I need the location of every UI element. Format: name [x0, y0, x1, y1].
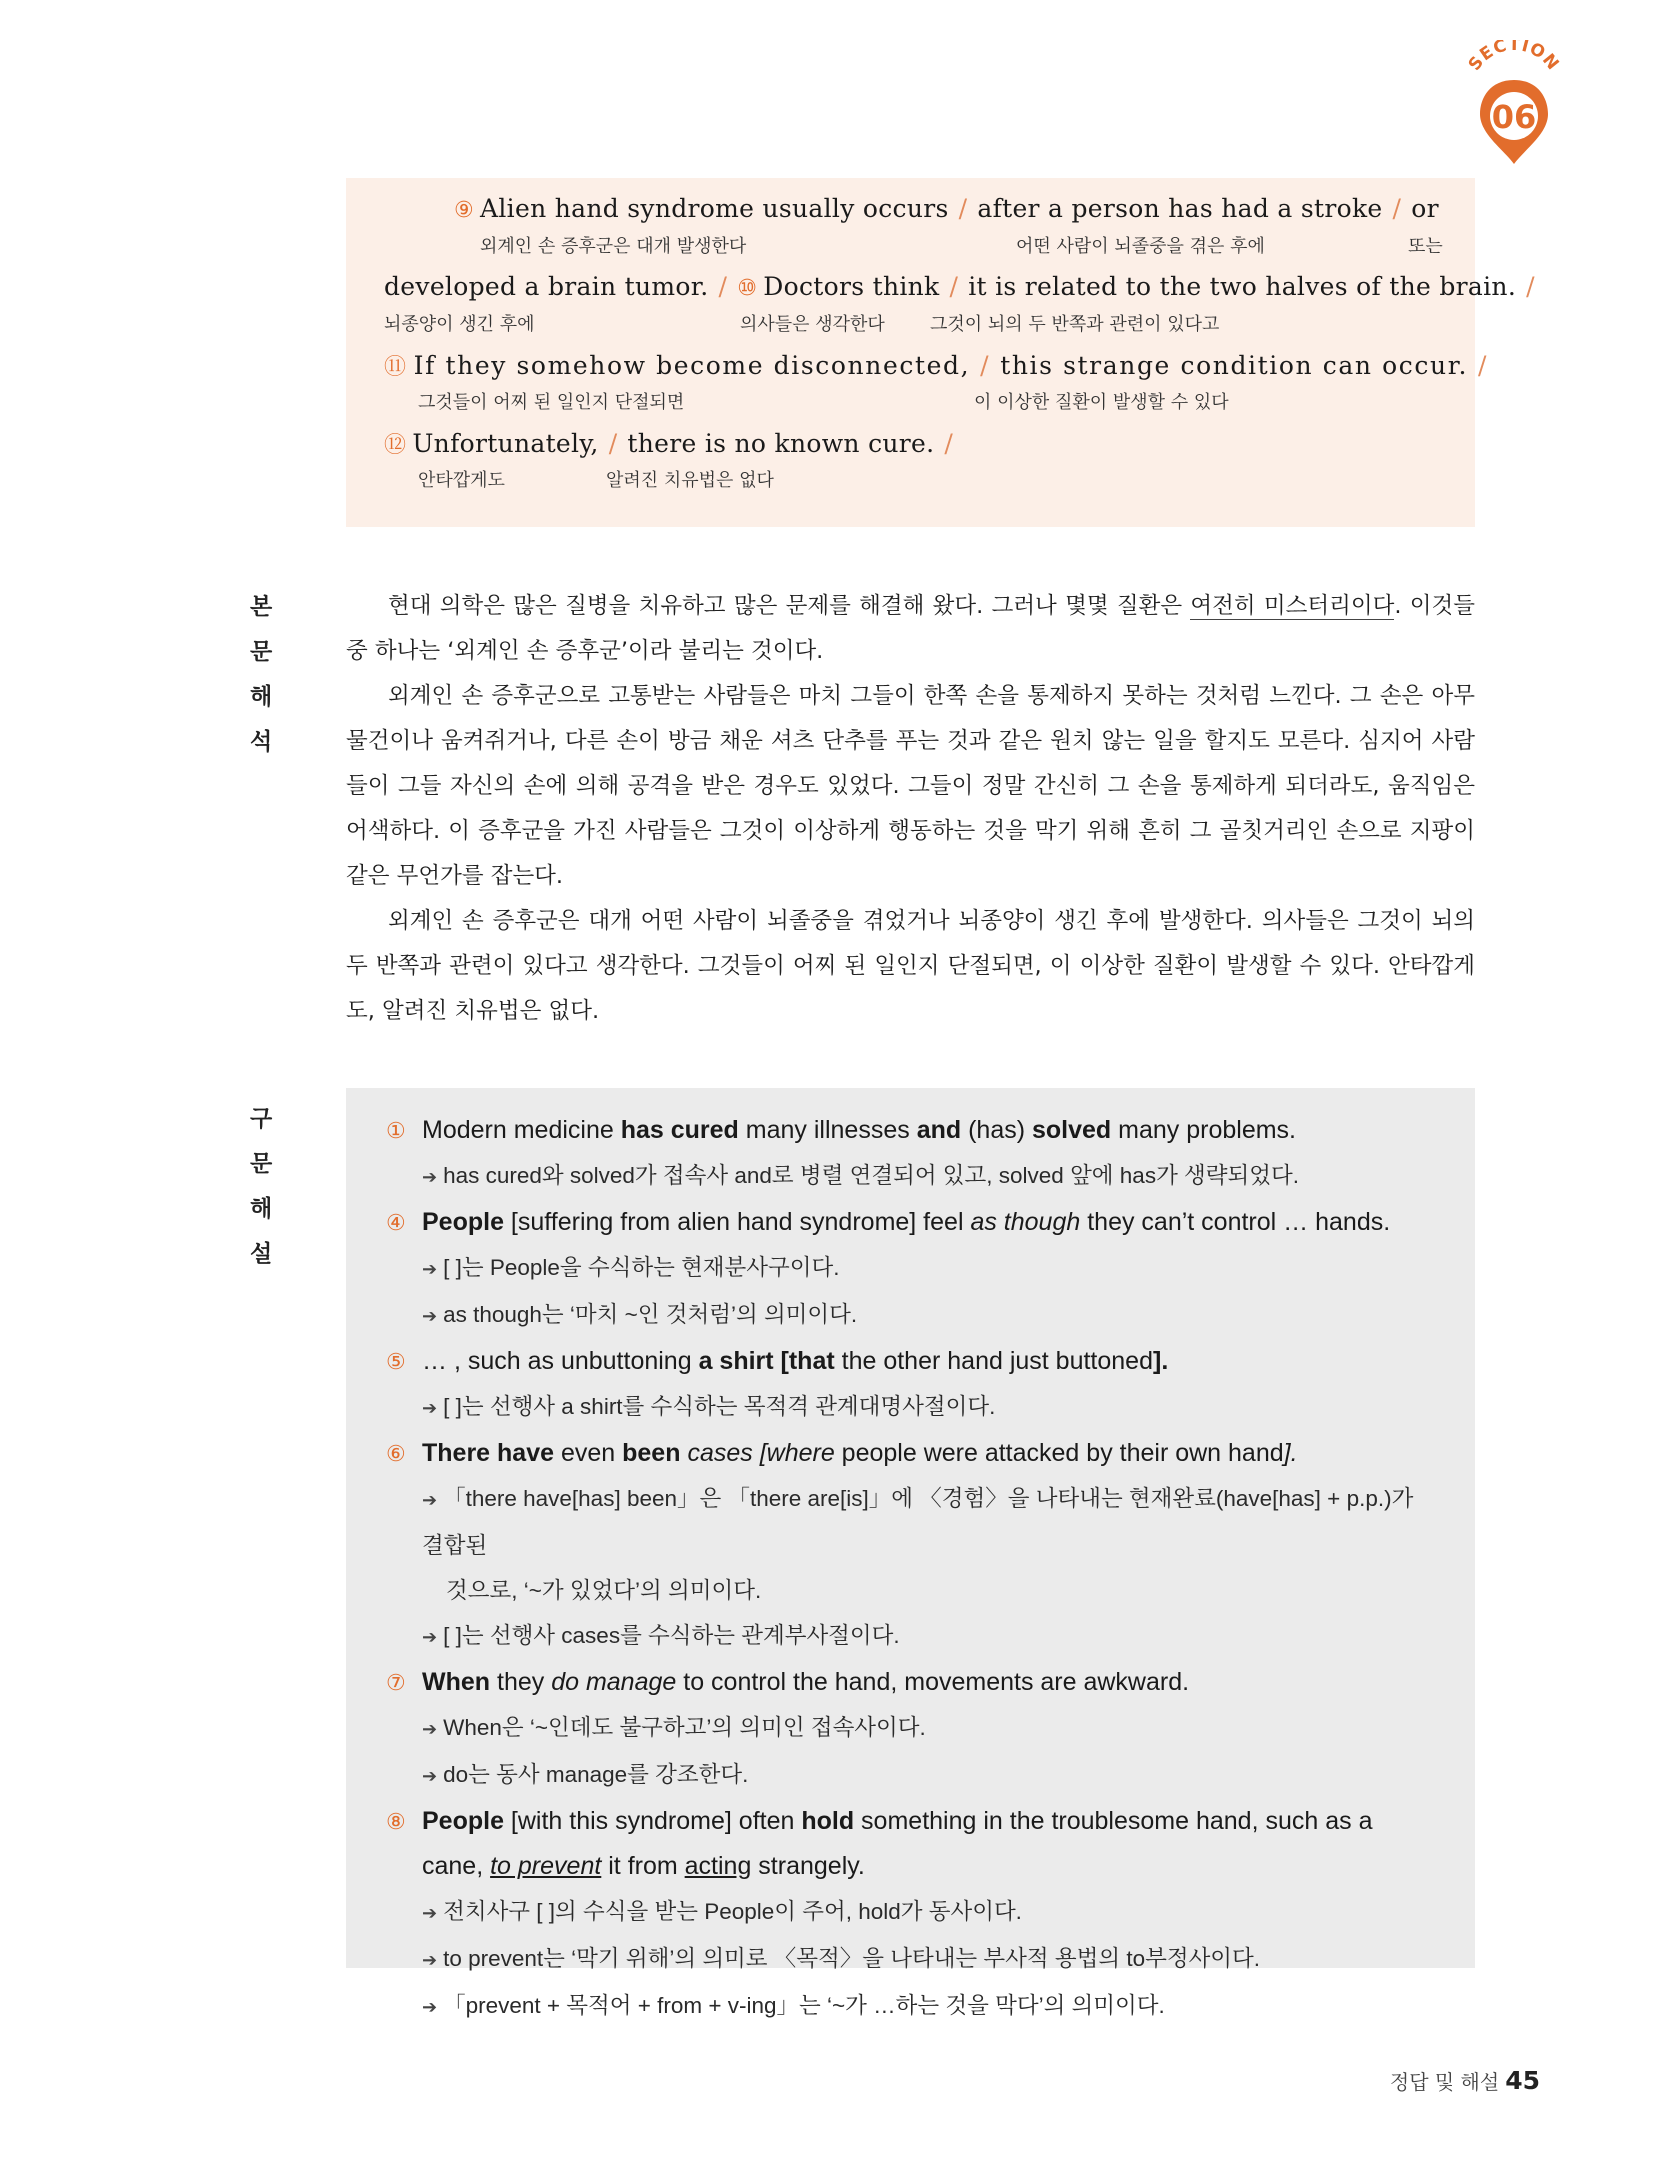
chunk-text: or	[1411, 194, 1439, 223]
page-number: 45	[1505, 2066, 1540, 2095]
note-text: 「there have[has] been」은 「there are[is]」에 〈경험〉을 나타내는 현재완료(have[has] + p.p.)가 결합된	[422, 1486, 1414, 1558]
chunk-text: Doctors think	[763, 272, 940, 301]
translation-label	[250, 585, 322, 765]
text-run: People	[422, 1807, 504, 1835]
chunk-text: there is no known cure.	[627, 429, 935, 458]
page-footer	[1390, 2066, 1540, 2095]
arrow-icon: ➔	[422, 1259, 438, 1279]
chunk-text: after a person has had a stroke	[977, 194, 1383, 223]
arrow-icon: ➔	[422, 1903, 438, 1923]
text-run: cases [where	[687, 1439, 835, 1467]
note-text: [ ]는 People을 수식하는 현재분사구이다.	[443, 1255, 840, 1280]
chunk-line-11: ⑪ If they somehow become disconnected, / this strange condition can occur. / 그것들이 어찌 된 일인지 단절되면 이 이상한 질환이 발생할 수 있다	[384, 351, 1489, 413]
sentence-number: ⑧	[386, 1809, 406, 1834]
translation-paragraph	[346, 584, 1475, 674]
arrow-icon: ➔	[422, 1167, 438, 1187]
chunk-reading-box	[346, 178, 1535, 527]
text-run: There have	[422, 1439, 555, 1467]
text-run: has cured	[620, 1116, 739, 1144]
arrow-icon: ➔	[422, 1719, 438, 1739]
note-text: to prevent는 ‘막기 위해’의 의미로 〈목적〉을 나타내는 부사적 용법의 to부정사이다.	[443, 1946, 1261, 1971]
grammar-note	[386, 1752, 1437, 1799]
grammar-note	[386, 1613, 1437, 1660]
chunk-text: Unfortunately,	[412, 429, 599, 458]
note-text: do는 동사 manage를 강조한다.	[443, 1762, 749, 1787]
grammar-item-8-cont	[386, 1844, 1437, 1889]
label-line: 구 문	[250, 1106, 297, 1177]
arrow-icon: ➔	[422, 1627, 438, 1647]
chunk-translation: 외계인 손 증후군은 대개 발생한다	[480, 236, 747, 257]
translation-paragraph: 외계인 손 증후군으로 고통받는 사람들은 마치 그들이 한쪽 손을 통제하지 못하는 것처럼 느낀다. 그 손은 아무 물건이나 움켜쥐거나, 다른 손이 방금 채운 셔츠 단추를 푸는 것과 같은 원치 않는 일을 할지도 모른다. 심지어 사람들이 그들 자신의 손에 의해 공격을 받은 경우도 있었다. 그들이 정말 간신히 그 손을 통제하게 되더라도, 움직임은 어색하다. 이 증후군을 가진 사람들은 그것이 이상하게 행동하는 것을 막기 위해 흔히 그 골칫거리인 손으로 지팡이 같은 무언가를 잡는다.	[346, 683, 1475, 889]
note-text: 「prevent + 목적어 + from + v-ing」는 ‘~가 …하는 것을 막다’의 의미이다.	[443, 1993, 1165, 2018]
text-run: 현대 의학은 많은 질병을 치유하고 많은 문제를 해결해 왔다. 그러나 몇몇 질환은	[388, 593, 1191, 619]
text-run: something in the troublesome hand, such as a	[854, 1807, 1373, 1835]
grammar-note	[386, 1889, 1437, 1936]
text-run: do manage	[551, 1668, 677, 1696]
text-run: People	[422, 1208, 504, 1236]
note-text: 것으로, ‘~가 있었다’의 의미이다.	[446, 1578, 762, 1603]
text-run: even	[554, 1439, 623, 1467]
chunk-translation: 이 이상한 질환이 발생할 수 있다	[974, 392, 1229, 413]
section-number: 06	[1491, 98, 1537, 136]
label-line: 해 석	[250, 684, 297, 755]
label-line: 본 문	[250, 594, 297, 665]
text-run: many illnesses	[738, 1116, 917, 1144]
sentence-number: ⑦	[386, 1670, 406, 1695]
text-run: it from	[601, 1852, 685, 1880]
grammar-note	[386, 1983, 1437, 2030]
note-text: [ ]는 선행사 cases를 수식하는 관계부사절이다.	[443, 1623, 900, 1648]
grammar-label	[250, 1097, 322, 1277]
section-label: SECTION	[1464, 40, 1564, 75]
text-run: ].	[1283, 1439, 1298, 1467]
arrow-icon: ➔	[422, 1950, 438, 1970]
grammar-note	[386, 1476, 1437, 1568]
text-run: acting	[684, 1852, 752, 1880]
text-run: hold	[801, 1807, 855, 1835]
grammar-item-6	[386, 1431, 1437, 1476]
translation-body	[346, 584, 1475, 1034]
text-run: When	[422, 1668, 491, 1696]
text-run: to prevent	[490, 1852, 602, 1880]
text-run: a shirt [that	[698, 1347, 835, 1375]
grammar-note	[386, 1705, 1437, 1752]
grammar-note	[386, 1384, 1437, 1431]
grammar-note	[386, 1292, 1437, 1339]
grammar-item-8	[386, 1799, 1437, 1844]
chunk-text: If they somehow become disconnected,	[413, 351, 971, 380]
chunk-translation: 뇌종양이 생긴 후에	[384, 314, 535, 335]
text-run: solved	[1032, 1116, 1112, 1144]
sentence-number: ⑩	[737, 276, 758, 301]
chunk-translation: 안타깝게도	[418, 470, 505, 491]
arrow-icon: ➔	[422, 1997, 438, 2017]
footer-label: 정답 및 해설	[1389, 2070, 1500, 2094]
text-run: as though	[970, 1208, 1081, 1236]
text-run: and	[916, 1116, 962, 1144]
chunk-translation: 알려진 치유법은 없다	[606, 470, 774, 491]
text-run: ].	[1153, 1347, 1169, 1375]
chunk-translation: 그것이 뇌의 두 반쪽과 관련이 있다고	[930, 314, 1220, 335]
chunk-translation: 그것들이 어찌 된 일인지 단절되면	[418, 392, 685, 413]
chunk-text: developed a brain tumor.	[384, 272, 709, 301]
note-text: When은 ‘~인데도 불구하고’의 의미인 접속사이다.	[443, 1715, 926, 1740]
arrow-icon: ➔	[422, 1490, 438, 1510]
text-run: (has)	[961, 1116, 1032, 1144]
arrow-icon: ➔	[422, 1306, 438, 1326]
grammar-note-continued	[386, 1568, 1437, 1613]
grammar-note	[386, 1153, 1437, 1200]
text-run: Modern medicine	[422, 1116, 621, 1144]
grammar-note	[386, 1245, 1437, 1292]
chunk-text: it is related to the two halves of the brain.	[968, 272, 1517, 301]
text-run: they	[490, 1668, 552, 1696]
section-badge-icon	[1460, 40, 1568, 168]
section-badge	[1460, 40, 1568, 168]
sentence-number: ⑪	[384, 355, 408, 380]
translation-paragraph: 외계인 손 증후군은 대개 어떤 사람이 뇌졸중을 겪었거나 뇌종양이 생긴 후에 발생한다. 의사들은 그것이 뇌의 두 반쪽과 관련이 있다고 생각한다. 그것들이 어찌 된 일인지 단절되면, 이 이상한 질환이 발생할 수 있다. 안타깝게도, 알려진 치유법은 없다.	[346, 908, 1475, 1024]
grammar-box	[346, 1088, 1475, 2018]
grammar-item-1	[386, 1108, 1437, 1153]
chunk-line-12: ⑫ Unfortunately, / there is no known cure. / 안타깝게도 알려진 치유법은 없다	[384, 429, 954, 491]
note-text: as though는 ‘마치 ~인 것처럼’의 의미이다.	[443, 1302, 858, 1327]
text-run: strangely.	[751, 1852, 865, 1880]
svg-text:SECTION	[1465, 40, 1563, 75]
sentence-number: ⑨	[454, 198, 475, 223]
underlined-text: 여전히 미스터리이다	[1190, 593, 1395, 619]
chunk-line-10: developed a brain tumor. / ⑩ Doctors think / it is related to the two halves of the brain. / 뇌종양이 생긴 후에 의사들은 생각한다 그것이 뇌의 두 반쪽과 관련이 있다고	[384, 272, 1535, 335]
chunk-translation: 어떤 사람이 뇌졸중을 겪은 후에	[1016, 236, 1265, 257]
note-text: [ ]는 선행사 a shirt를 수식하는 목적격 관계대명사절이다.	[443, 1394, 996, 1419]
text-run: been	[622, 1439, 681, 1467]
sentence-number: ④	[386, 1210, 406, 1235]
sentence-number: ⑤	[386, 1349, 406, 1374]
text-run: to control the hand, movements are awkward.	[676, 1668, 1190, 1696]
note-text: 전치사구 [ ]의 수식을 받는 People이 주어, hold가 동사이다.	[443, 1899, 1022, 1924]
text-run: . 이것들 중 하나는 ‘외계인 손 증후군’이라 불리는 것이다.	[346, 593, 1475, 664]
text-run: … , such as unbuttoning	[422, 1347, 699, 1375]
chunk-text: this strange condition can occur.	[1000, 351, 1469, 380]
chunk-line-9: ⑨ Alien hand syndrome usually occurs / after a person has had a stroke / or 외계인 손 증후군은 대개 발생한다 어떤 사람이 뇌졸중을 겪은 후에 또는	[454, 194, 1443, 257]
chunk-translation: 또는	[1408, 236, 1443, 257]
text-run: [with this syndrome] often	[503, 1807, 802, 1835]
text-run: people were attacked by their own hand	[834, 1439, 1284, 1467]
grammar-item-5	[386, 1339, 1437, 1384]
note-text: has cured와 solved가 접속사 and로 병렬 연결되어 있고, solved 앞에 has가 생략되었다.	[443, 1163, 1299, 1188]
arrow-icon: ➔	[422, 1398, 438, 1418]
chunk-text: Alien hand syndrome usually occurs	[480, 194, 949, 223]
chunk-translation: 의사들은 생각한다	[740, 314, 885, 335]
grammar-item-4	[386, 1200, 1437, 1245]
arrow-icon: ➔	[422, 1766, 438, 1786]
label-line: 해 설	[250, 1196, 297, 1267]
sentence-number: ⑥	[386, 1441, 406, 1466]
text-run: cane,	[422, 1852, 491, 1880]
grammar-item-7	[386, 1660, 1437, 1705]
sentence-number: ⑫	[384, 433, 407, 458]
sentence-number: ①	[386, 1118, 406, 1143]
text-run: [suffering from alien hand syndrome] feel	[503, 1208, 971, 1236]
text-run: the other hand just buttoned	[834, 1347, 1153, 1375]
grammar-note	[386, 1936, 1437, 1983]
text-run: many problems.	[1111, 1116, 1296, 1144]
text-run: they can’t control … hands.	[1080, 1208, 1391, 1236]
